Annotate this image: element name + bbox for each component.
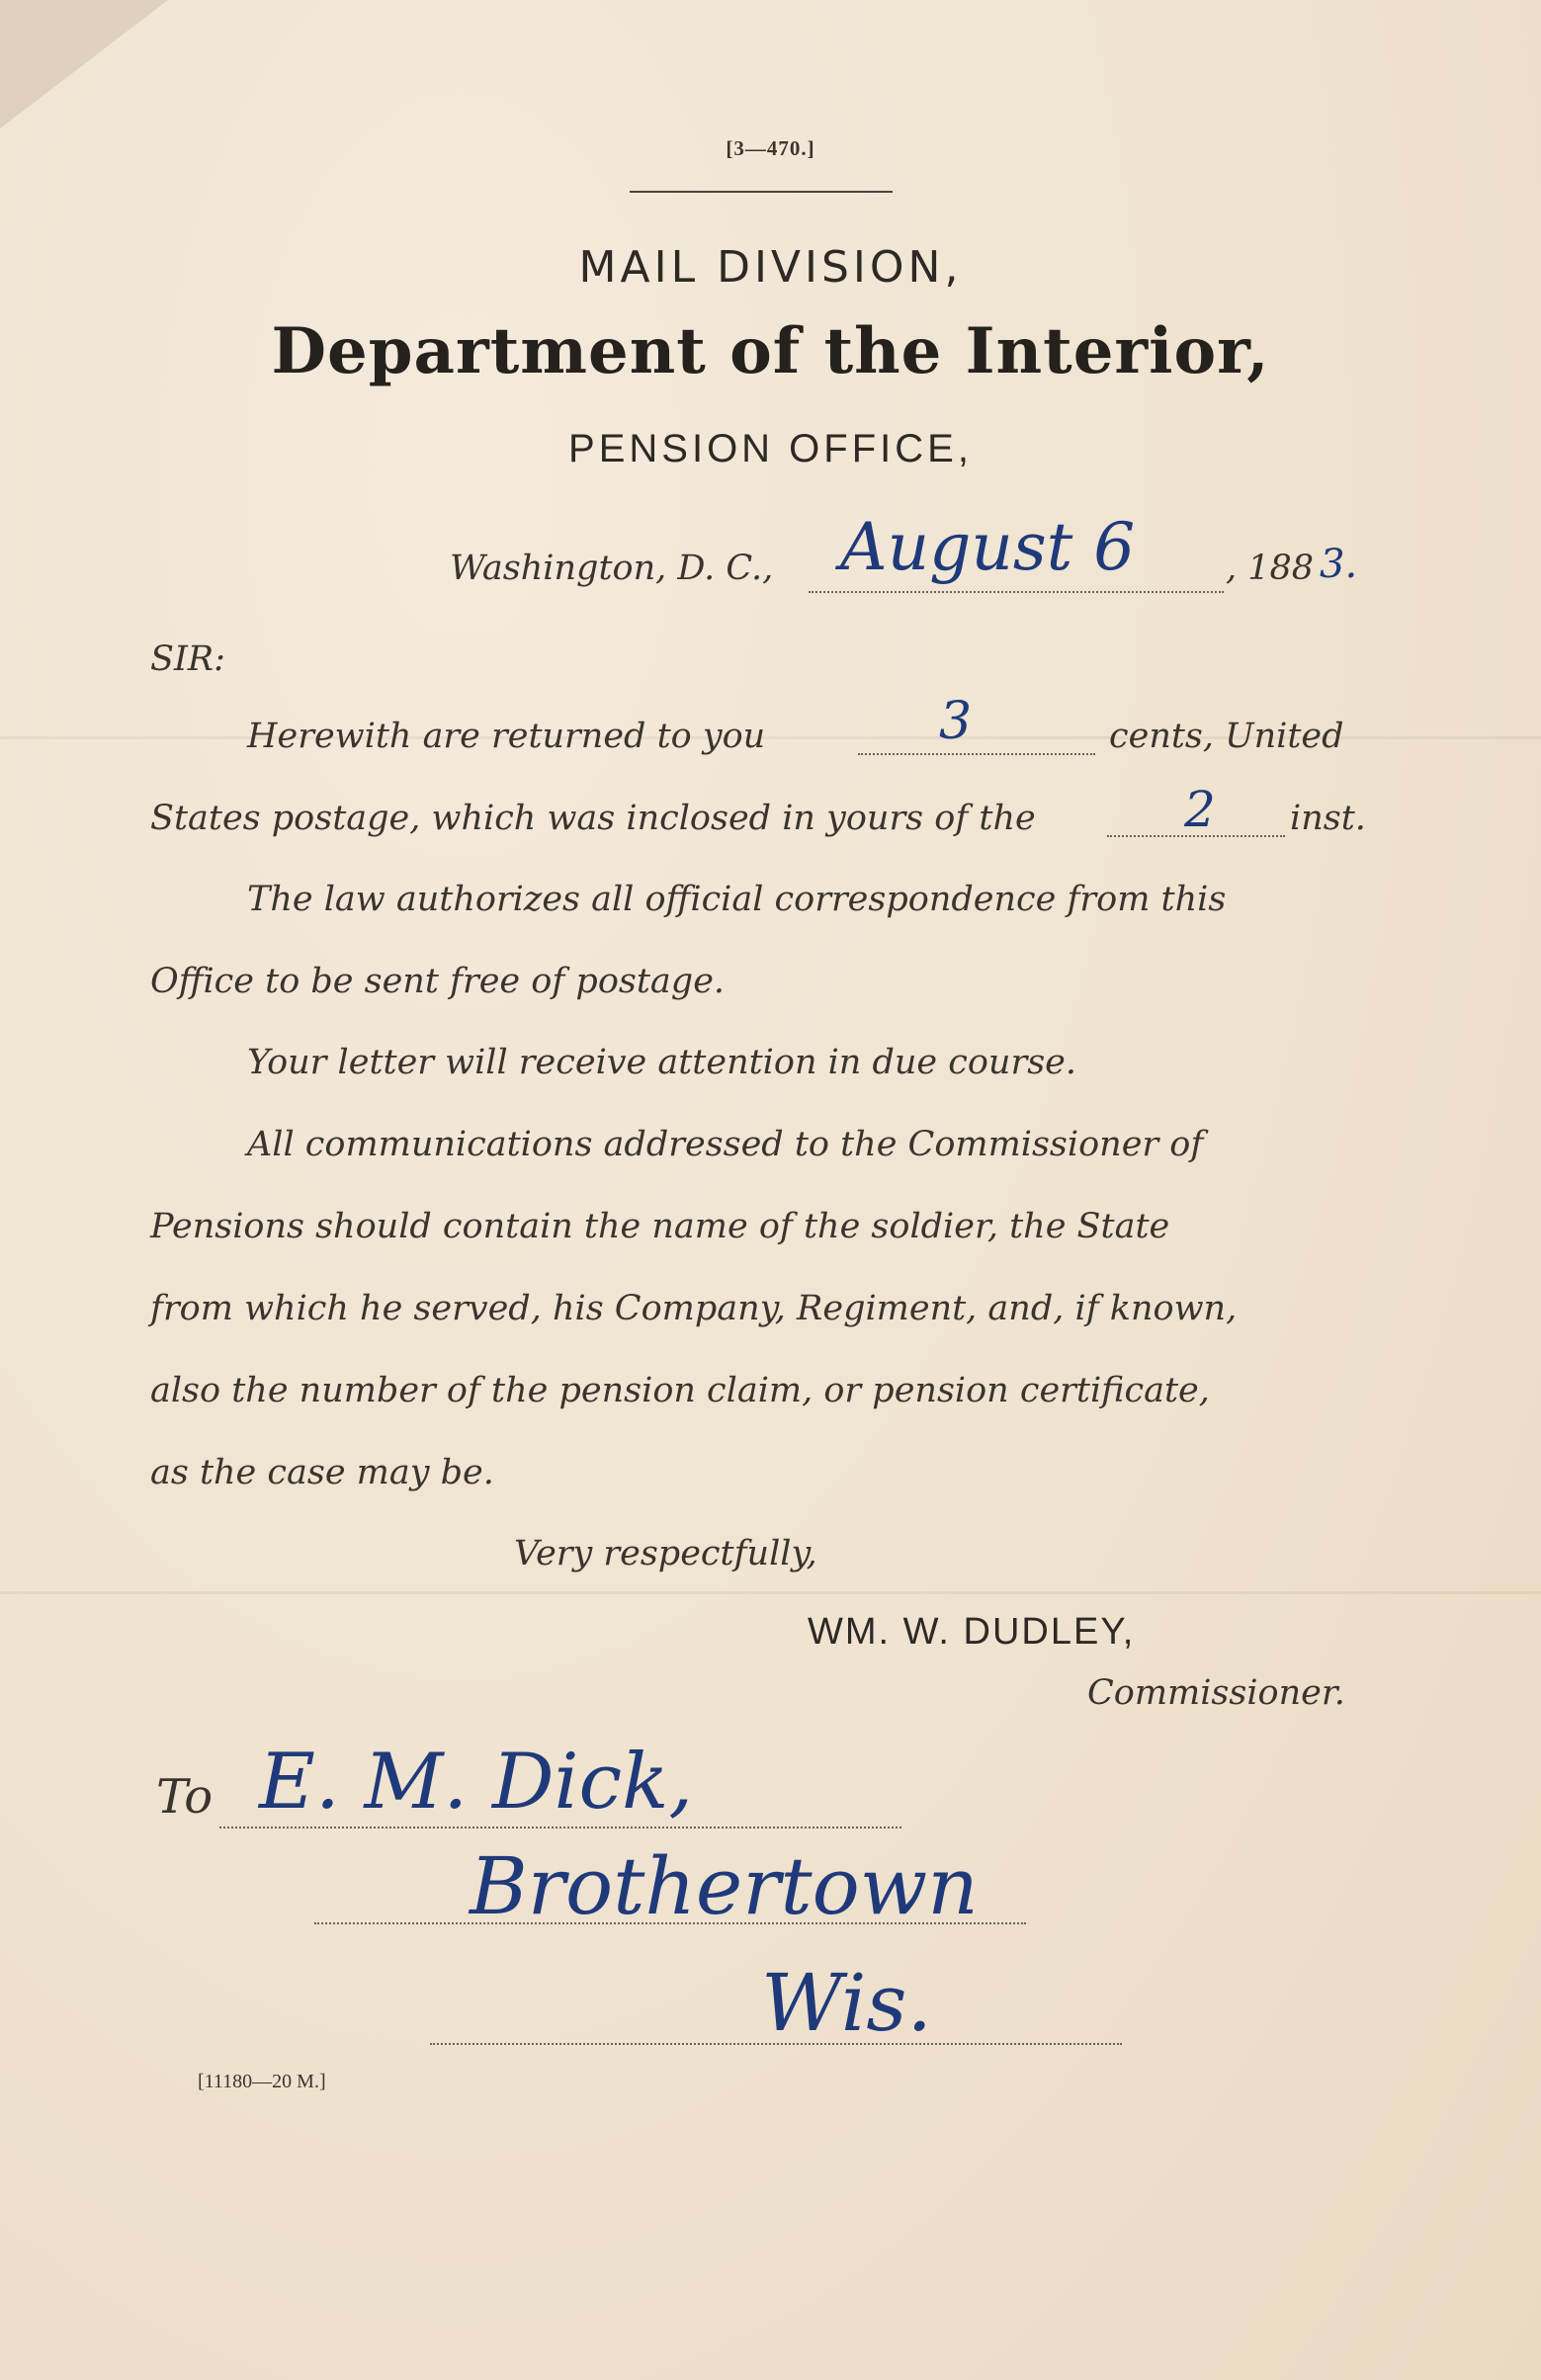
communications-line-2: Pensions should contain the name of the soldier, the State [150,1207,1170,1246]
communications-line-5: as the case may be. [150,1453,494,1492]
department-heading: Department of the Interior, [271,314,1270,388]
corner-crease [0,0,168,128]
law-line-2: Office to be sent free of postage. [150,962,726,1001]
dateline-year-printed: , 188 [1226,549,1315,588]
inst-text: inst. [1290,799,1366,838]
handwritten-town: Brothertown [470,1840,979,1932]
dateline-place: Washington, D. C., [450,549,774,588]
returned-text: Herewith are returned to you [247,717,766,756]
communications-line-3: from which he served, his Company, Regiment, and, if known, [150,1289,1238,1328]
address-name-line [219,1827,901,1828]
commissioner-name: WM. W. DUDLEY, [808,1611,1136,1653]
law-line-1: The law authorizes all official correspondence from this [247,880,1227,919]
handwritten-year-digit: 3. [1320,542,1358,587]
postage-text: States postage, which was inclosed in yours of the [150,799,1036,838]
handwritten-date: August 6 [840,509,1136,585]
commissioner-title: Commissioner. [1087,1673,1345,1713]
cents-text: cents, United [1109,717,1344,756]
header-rule [630,191,893,193]
form-number-top: [3—470.] [726,136,815,160]
attention-line: Your letter will receive attention in due course. [247,1043,1077,1082]
communications-line-1: All communications addressed to the Commissioner of [247,1125,1204,1164]
handwritten-cents: 3 [939,692,973,751]
valediction: Very respectfully, [514,1534,817,1573]
handwritten-inst-day: 2 [1184,781,1216,838]
salutation: SIR: [150,639,225,679]
date-blank-line [809,591,1224,593]
form-number-bottom: [11180—20 M.] [198,2071,326,2092]
division-heading: MAIL DIVISION, [578,242,963,293]
to-label: To [156,1769,214,1825]
handwritten-state: Wis. [761,1957,932,2049]
cents-blank-line [858,753,1095,755]
office-heading: PENSION OFFICE, [568,427,973,470]
fold-line-lower [0,1591,1541,1594]
communications-line-4: also the number of the pension claim, or pension certificate, [150,1371,1210,1410]
handwritten-addressee-name: E. M. Dick, [259,1738,694,1827]
